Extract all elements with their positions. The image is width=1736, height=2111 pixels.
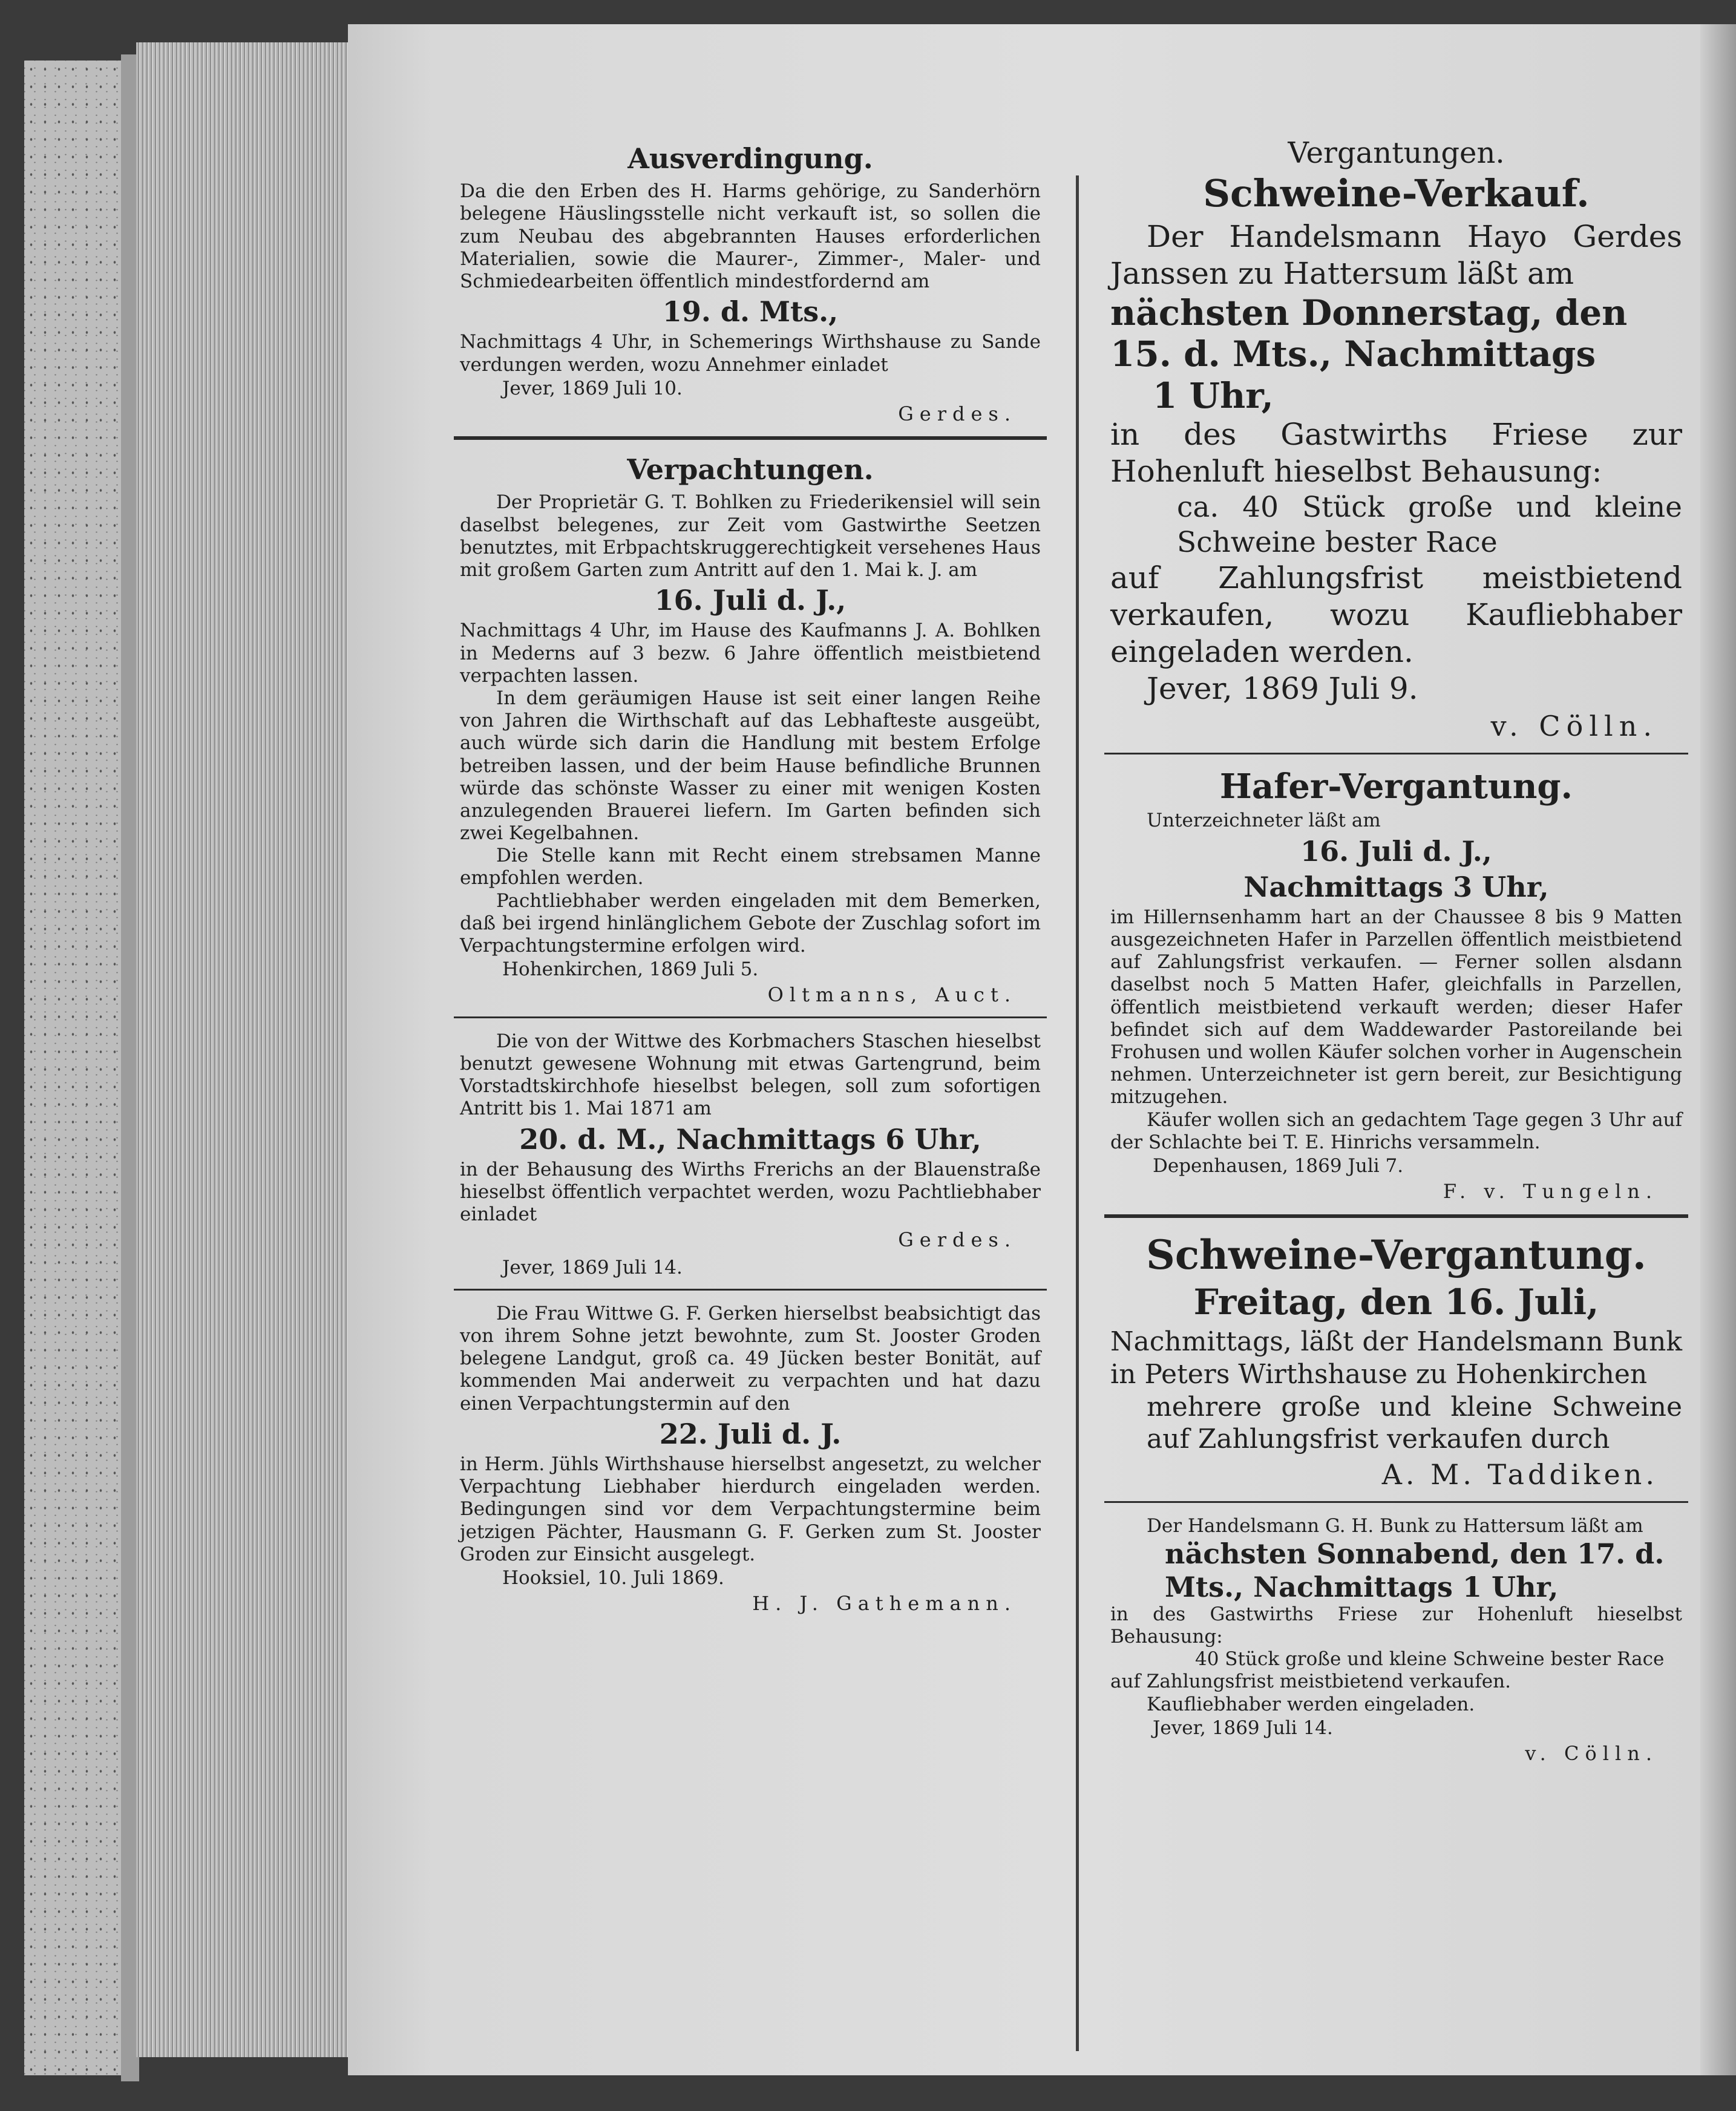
notice-place-date: Jever, 1869 Juli 9. (1147, 670, 1418, 706)
notice-body: Die Frau Wittwe G. F. Gerken hierselbst beabsichtigt das von ihrem Sohne jetzt bewohnte, zum St. Jooster Groden belegene Landgut, groß ca. 49 Jücken bester Bonität, auf kommenden Mai anderweit zu verpachten und hat dazu einen Verpachtungstermin auf den (460, 1302, 1041, 1415)
notice-date: 16. Juli d. J., (654, 584, 847, 617)
notice-body-2: in des Gastwirths Friese zur Hohenluft hieselbst Behausung: (1110, 1603, 1682, 1648)
notice-signature: Gerdes. (898, 1228, 1017, 1252)
notice-body-2: in des Gastwirths Friese zur Hohenluft hieselbst Behausung: (1110, 417, 1682, 489)
notice-body: Da die den Erben des H. Harms gehörige, zu Sanderhörn belegene Häuslingsstelle nicht verkauft ist, so sollen die zum Neubau des abgebrannten Hauses erforderlichen Materialien, sowie die Maurer-, Zimmer-, Maler- und Schmiedearbeiten öffentlich mindestfordernd am (460, 180, 1041, 292)
notice-body: im Hillernsenhamm hart an der Chaussee 8 bis 9 Matten ausgezeichneten Hafer in Parzellen öffentlich meistbietend auf Zahlungsfrist verkaufen. — Ferner sollen alsdann daselbst noch 5 Matten Hafer, gleichfalls in Parzellen, öffentlich meistbietend verkauft werden; dieser Hafer befindet sich auf dem Waddewarder Pastoreilande bei Frohusen und wollen Käufer solchen vorher in Augenschein nehmen. Unterzeichneter ist gern bereit, zur Besichtigung mitzugehen. (1110, 906, 1682, 1108)
notice-heading: Schweine-Verkauf. (1203, 171, 1590, 215)
left-column (460, 142, 1041, 1620)
notice-gerken (460, 1303, 1041, 1615)
notice-body-2: mehrere große und kleine Schweine auf Zahlungsfrist verkaufen durch (1147, 1391, 1682, 1455)
notice-body: Der Handelsmann Hayo Gerdes Janssen zu Hattersum läßt am (1110, 218, 1682, 291)
section-rule (454, 436, 1047, 440)
notice-body-2: in Herm. Jühls Wirthshause hierselbst angesetzt, zu welcher Verpachtung Liebhaber hierdurch eingeladen werden. Bedingungen sind vor dem Verpachtungstermine beim jetzigen Pächter, Hausmann G. F. Gerken zum St. Jooster Groden zur Einsicht ausgelegt. (460, 1453, 1041, 1565)
notice-body-3: In dem geräumigen Hause ist seit einer langen Reihe von Jahren die Wirthschaft auf das Lebhafteste ausgeübt, auch würde sich darin die Handlung mit bestem Erfolge betreiben lassen, und der beim Hause befindliche Brunnen würde das schönste Wasser zu einer mit wenigen Kosten anzulegenden Brauerei liefern. Im Garten befinden sich zwei Kegelbahnen. (460, 687, 1041, 845)
notice-place-date: Hohenkirchen, 1869 Juli 5. (502, 958, 759, 981)
notice-place-date: Depenhausen, 1869 Juli 7. (1153, 1154, 1404, 1177)
notice-place-date: Jever, 1869 Juli 10. (502, 377, 683, 399)
page-edges (136, 42, 354, 2057)
right-page-edge (1700, 24, 1736, 2075)
notice-body-4: auf Zahlungsfrist meistbietend verkaufen. (1110, 1671, 1511, 1693)
notice-time: Nachmittags 3 Uhr, (1243, 870, 1549, 903)
notice-body-5: Pachtliebhaber werden eingeladen mit dem Bemerken, daß bei irgend hinlänglichem Gebote der Zuschlag sofort im Verpachtungstermine erfolgen wird. (460, 889, 1041, 957)
section-rule (1104, 1501, 1688, 1503)
notice-body-4: Die Stelle kann mit Recht einem strebsamen Manne empfohlen werden. (460, 845, 1041, 889)
notice-heading: Hafer-Vergantung. (1219, 767, 1573, 807)
notice-date: 22. Juli d. J. (659, 1417, 842, 1450)
notice-body-2: Nachmittags 4 Uhr, im Hause des Kaufmanns J. A. Bohlken in Mederns auf 3 bezw. 6 Jahre öffentlich meistbietend verpachten lassen. (460, 620, 1041, 687)
notice-ausverdingung (460, 142, 1041, 425)
notice-body-2: in der Behausung des Wirths Frerichs an der Blauenstraße hieselbst öffentlich verpachtet werden, wozu Pachtliebhaber einladet (460, 1158, 1041, 1226)
section-rule (1104, 1214, 1688, 1218)
section-rule (1104, 753, 1688, 754)
notice-body: Die von der Wittwe des Korbmachers Staschen hieselbst benutzt gewesene Wohnung mit etwas Gartengrund, beim Vorstadtskirchhofe hieselbst belegen, soll zum sofortigen Antritt bis 1. Mai 1871 am (460, 1030, 1041, 1120)
notice-signature: A. M. Taddiken. (1381, 1458, 1658, 1491)
notice-date: Freitag, den 16. Juli, (1193, 1281, 1599, 1323)
notice-signature: v. Cölln. (1490, 709, 1658, 742)
notice-body-2: Käufer wollen sich an gedachtem Tage gegen 3 Uhr auf der Schlachte bei T. E. Hinrichs versammeln. (1110, 1108, 1682, 1153)
right-column (1110, 136, 1682, 1770)
notice-heading: Schweine-Vergantung. (1146, 1231, 1646, 1278)
notice-body-5: Kaufliebhaber werden eingeladen. (1147, 1693, 1475, 1715)
notice-bold-time: 1 Uhr, (1153, 375, 1274, 416)
marbled-cover (24, 61, 121, 2075)
section-rule (454, 1016, 1047, 1018)
notice-body-3: 40 Stück große und kleine Schweine bester Race (1195, 1648, 1665, 1671)
notice-wittwe-staschen (460, 1030, 1041, 1279)
notice-schweine-verkauf (1110, 171, 1682, 744)
section-rule (454, 1289, 1047, 1291)
notice-heading: Ausverdingung. (627, 142, 873, 175)
notice-signature: Oltmanns, Auct. (767, 983, 1017, 1007)
notice-body-3: ca. 40 Stück große und kleine Schweine bester Race (1177, 491, 1682, 559)
notice-hafer-vergantung (1110, 767, 1682, 1203)
notice-bunk (1110, 1515, 1682, 1765)
notice-signature: Gerdes. (898, 402, 1017, 425)
notice-verpachtungen (460, 453, 1041, 1007)
notice-schweine-vergantung (1110, 1231, 1682, 1492)
notice-signature: v. Cölln. (1525, 1742, 1658, 1766)
notice-signature: H. J. Gathemann. (752, 1592, 1017, 1615)
notice-intro: Unterzeichneter läßt am (1147, 810, 1381, 832)
notice-place-date: Hooksiel, 10. Juli 1869. (502, 1566, 724, 1589)
notice-date: 20. d. M., Nachmittags 6 Uhr, (519, 1122, 981, 1156)
notice-heading: Verpachtungen. (627, 453, 874, 486)
notice-body-2: Nachmittags 4 Uhr, in Schemerings Wirthshause zu Sande verdungen werden, wozu Annehmer einladet (460, 331, 1041, 376)
notice-signature: F. v. Tungeln. (1443, 1180, 1658, 1203)
notice-body-4: auf Zahlungsfrist meistbietend verkaufen, wozu Kaufliebhaber eingeladen werden. (1110, 560, 1682, 669)
notice-body: Der Proprietär G. T. Bohlken zu Friederikensiel will sein daselbst belegenes, zur Zeit vom Gastwirthe Seetzen benutztes, mit Erbpachtskruggerechtigkeit versehenes Haus mit großem Garten zum Antritt auf den 1. Mai k. J. am (460, 491, 1041, 581)
section-title-vergantungen: Vergantungen. (1288, 136, 1505, 170)
notice-bold-date: nächsten Donnerstag, den 15. d. Mts., Nachmittags (1110, 292, 1628, 375)
notice-date: 16. Juli d. J., (1300, 834, 1492, 868)
notice-place-date: Jever, 1869 Juli 14. (1153, 1717, 1333, 1739)
notice-date: 19. d. Mts., (662, 295, 839, 329)
notice-body: Nachmittags, läßt der Handelsmann Bunk in Peters Wirthshause zu Hohenkirchen (1110, 1326, 1682, 1390)
notice-place-date: Jever, 1869 Juli 14. (502, 1256, 683, 1278)
notice-bold-date: nächsten Sonnabend, den 17. d. Mts., Nachmittags 1 Uhr, (1165, 1537, 1665, 1603)
column-divider (1076, 175, 1079, 2051)
notice-body: Der Handelsmann G. H. Bunk zu Hattersum läßt am (1147, 1515, 1643, 1537)
